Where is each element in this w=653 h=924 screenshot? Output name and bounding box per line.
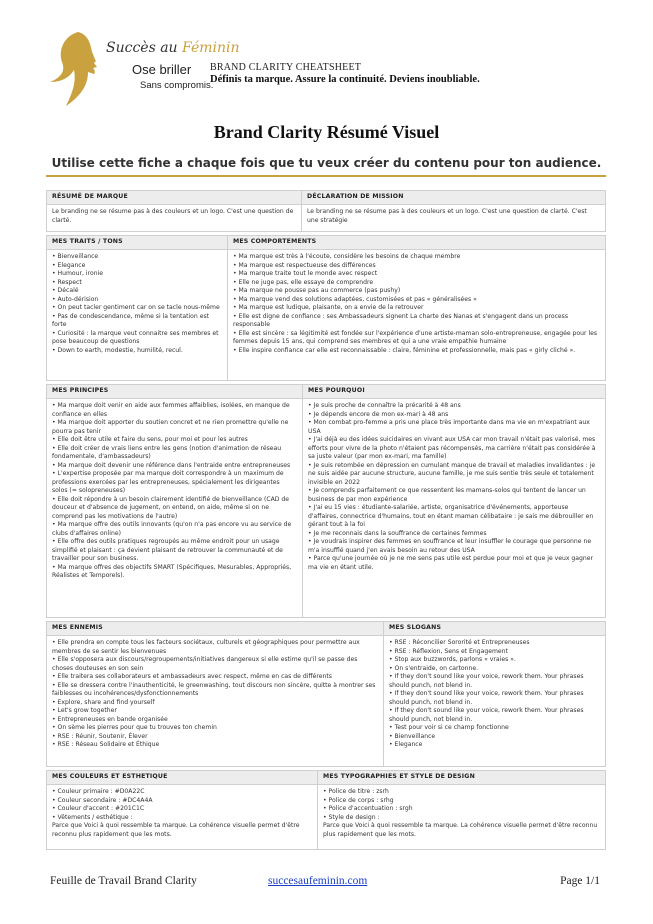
traits-heading: MES TRAITS / TONS — [47, 236, 227, 250]
list-item: • Ma marque est respectueuse des différences — [233, 262, 600, 271]
couleurs-heading: MES COULEURS ET ESTHETIQUE — [47, 771, 317, 785]
list-item: • J'ai eu 15 vies : étudiante-salariée, artiste, organisatrice d'événements, apporteuse d'affaires, connectrice d'humains, tout en étant maman célibataire : je sais me débrouiller en gérant tout à la foi — [308, 504, 600, 530]
list-item: • Je me reconnais dans la souffrance de certaines femmes — [308, 530, 600, 539]
list-item: • Je dépends encore de mon ex-mari à 48 ans — [308, 411, 600, 420]
list-item: • Ma marque traite tout le monde avec respect — [233, 270, 600, 279]
typo-heading: MES TYPOGRAPHIES ET STYLE DE DESIGN — [318, 771, 605, 785]
list-item: • Test pour voir si ce champ fonctionne — [389, 724, 600, 733]
woman-profile-logo-icon — [44, 28, 114, 110]
list-item: • On s'entraide, on cartonne. — [389, 665, 600, 674]
section-principes-pourquoi — [46, 384, 606, 618]
cheatsheet-tagline: Définis ta marque. Assure la continuité. Deviens inoubliable. — [210, 74, 480, 85]
principes-heading: MES PRINCIPES — [47, 385, 302, 399]
list-item: • Je suis proche de connaître la précarité à 48 ans — [308, 402, 600, 411]
list-item: • L'expertise proposée par ma marque doit correspondre à un maximum de professions exercées par les entrepreneuses, spécialement les dirigeantes solos (= solopreneuses) — [52, 470, 297, 496]
resume-heading: RÉSUMÉ DE MARQUE — [47, 191, 301, 205]
footer-website-link[interactable]: succesaufeminin.com — [268, 875, 368, 887]
list-item: • RSE : Réconcilier Sororité et Entrepreneuses — [389, 639, 600, 648]
list-item: • Elle doit répondre à un besoin clairement identifié de bienveillance (CAD de douceur et d'absence de jugement, on entend, on aide, même si on ne comprend pas les motivations de l'autre) — [52, 496, 297, 522]
brand-logo — [44, 28, 240, 110]
ennemis-heading: MES ENNEMIS — [47, 622, 383, 636]
section-resume-mission — [46, 190, 606, 232]
list-item: • Ma marque vend des solutions adaptées, customisées et pas « généralisées » — [233, 296, 600, 305]
list-item: • Elle ne juge pas, elle essaye de comprendre — [233, 279, 600, 288]
list-item: • Parce qu'une journée où je ne me sens pas utile est perdue pour moi et que je veux gagner ma vie en étant utile. — [308, 555, 600, 572]
list-item: • Elle s'opposera aux discours/regroupements/initiatives dangereux si elle estime qu'il se passe des choses douteuses en son sein — [52, 656, 378, 673]
couleurs-note: Parce que Voici à quoi ressemble ta marque. La cohérence visuelle permet d'être reconnu plus rapidement que les mots. — [52, 822, 300, 838]
list-item: • RSE : Réunir, Soutenir, Élever — [52, 733, 378, 742]
list-item: • Elle doit créer de vrais liens entre les gens (notion d'animation de réseau fondamentale, d'ambassadeurs) — [52, 445, 297, 462]
cheatsheet-label: BRAND CLARITY CHEATSHEET — [210, 62, 362, 73]
list-item: • Explore, share and find yourself — [52, 699, 378, 708]
page-number: Page 1/1 — [560, 875, 600, 887]
resume-column — [47, 191, 301, 231]
list-item: • Je voudrais inspirer des femmes en souffrance et leur insuffler le courage que personne ne m'a insufflé quand j'en avais besoin au retour des USA — [308, 538, 600, 555]
list-item: • Elle se dressera contre l'inauthenticité, le greenwashing, tout discours non sincère, quitte à montrer ses faiblesses ou incohérences/dysfonctionnements — [52, 682, 378, 699]
principes-column — [47, 385, 302, 617]
typo-note: Parce que Voici à quoi ressemble ta marque. La cohérence visuelle permet d'être reconnu plus rapidement que les mots. — [323, 822, 598, 838]
list-item: • Ma marque doit apporter du soutien concret et ne rien promettre qu'elle ne pourra pas tenir — [52, 419, 297, 436]
list-item: • On sème les pierres pour que tu trouves ton chemin — [52, 724, 378, 733]
list-item: • Police de titre : zsrh — [323, 788, 600, 797]
list-item: • Elle doit être utile et faire du sens, pour moi et pour les autres — [52, 436, 297, 445]
list-item: • Ma marque doit venir en aide aux femmes affaiblies, isolées, en manque de confiance en elles — [52, 402, 297, 419]
list-item: • Ma marque offre des outils innovants (qu'on n'a pas encore vu au service de clubs d'affaires online) — [52, 521, 297, 538]
traits-column — [47, 236, 227, 380]
list-item: • Stop aux buzzwords, parlons « vraies ». — [389, 656, 600, 665]
mission-column — [301, 191, 605, 231]
section-traits-comportements — [46, 235, 606, 381]
list-item: • Auto-dérision — [52, 296, 222, 305]
list-item: • On peut tacler gentiment car on se tacle nous-même — [52, 304, 222, 313]
list-item: • Elle inspire confiance car elle est reconnaissable : claire, féminine et professionnelle, mais pas « girly cliché ». — [233, 347, 600, 356]
list-item: • Elle est digne de confiance : ses Ambassadeurs signent La charte des Nanas et s'engagent dans un process responsable — [233, 313, 600, 330]
list-item: • Je comprends parfaitement ce que ressentent les mamans-solos qui tentent de lancer un business de par mon expérience — [308, 487, 600, 504]
list-item: • Elle prendra en compte tous les facteurs sociétaux, culturels et géographiques pour permettre aux membres de se sentir les bienvenues — [52, 639, 378, 656]
list-item: • RSE : Réseau Solidaire et Éthique — [52, 741, 378, 750]
list-item: • Ma marque est très à l'écoute, considère les besoins de chaque membre — [233, 253, 600, 262]
pourquoi-column — [302, 385, 605, 617]
list-item: • RSE : Réflexion, Sens et Engagement — [389, 648, 600, 657]
list-item: • Entrepreneuses en bande organisée — [52, 716, 378, 725]
ennemis-column — [47, 622, 383, 766]
list-item: • Ma marque doit devenir une référence dans l'entraide entre entrepreneuses — [52, 462, 297, 471]
slogans-column — [383, 622, 605, 766]
slogans-heading: MES SLOGANS — [384, 622, 605, 636]
list-item: • Elegance — [389, 741, 600, 750]
list-item: • Down to earth, modestie, humilité, recul. — [52, 347, 222, 356]
page-title: Brand Clarity Résumé Visuel — [213, 122, 440, 142]
list-item: • Mon combat pro-femme a pris une place très importante dans ma vie en m'expatriant aux USA — [308, 419, 600, 436]
list-item: • J'ai déjà eu des idées suicidaires en vivant aux USA car mon travail n'était pas valorisé, mes efforts pour vivre de la photo n'étaient pas récompensés, ma carrière n'était pas considérée à sa juste valeur (par mon ex-mari, ma famille) — [308, 436, 600, 462]
list-item: • Elle est sincère : sa légitimité est fondée sur l'expérience d'une artiste-maman solo-entrepreneuse, engagée pour les femmes depuis 15 ans, qui comprend ses membres et qui a une vraie empathie humaine — [233, 330, 600, 347]
comportements-column — [227, 236, 605, 380]
section-ennemis-slogans — [46, 621, 606, 767]
list-item: • Couleur d'accent : #201C1C — [52, 805, 312, 814]
list-item: • Bienveillance — [52, 253, 222, 262]
list-item: • Respect — [52, 279, 222, 288]
mission-text: Le branding ne se résume pas à des couleurs et un logo. C'est une question de clarté. C'est une stratégie — [307, 208, 587, 224]
list-item: • Elle traitera ses collaborateurs et ambassadeurs avec respect, même en cas de différents — [52, 673, 378, 682]
footer-title: Feuille de Travail Brand Clarity — [50, 875, 197, 887]
list-item: • Vêtements / esthétique : — [52, 814, 312, 823]
section-couleurs-typo — [46, 770, 606, 850]
list-item: • If they don't sound like your voice, rework them. Your phrases should punch, not blend in. — [389, 707, 600, 724]
list-item: • Pas de condescendance, même si la tentation est forte — [52, 313, 222, 330]
list-item: • Bienveillance — [389, 733, 600, 742]
mission-heading: DÉCLARATION DE MISSION — [302, 191, 605, 205]
couleurs-column — [47, 771, 317, 849]
list-item: • If they don't sound like your voice, rework them. Your phrases should punch, not blend in. — [389, 673, 600, 690]
resume-text: Le branding ne se résume pas à des couleurs et un logo. C'est une question de clarté. — [52, 208, 294, 224]
list-item: • Ma marque ne pousse pas au commerce (pas pushy) — [233, 287, 600, 296]
list-item: • Décalé — [52, 287, 222, 296]
list-item: • Couleur primaire : #D0A22C — [52, 788, 312, 797]
list-item: • Ma marque offres des objectifs SMART (Spécifiques, Mesurables, Appropriés, Réalistes et Temporels). — [52, 564, 297, 581]
list-item: • If they don't sound like your voice, rework them. Your phrases should punch, not blend in. — [389, 690, 600, 707]
list-item: • Police de corps : srhg — [323, 797, 600, 806]
list-item: • Couleur secondaire : #DC4A4A — [52, 797, 312, 806]
list-item: • Police d'accentuation : srgh — [323, 805, 600, 814]
list-item: • Curiosité : la marque veut connaitre ses membres et pose beaucoup de questions — [52, 330, 222, 347]
pourquoi-heading: MES POURQUOI — [303, 385, 605, 399]
comportements-heading: MES COMPORTEMENTS — [228, 236, 605, 250]
list-item: • Let's grow together — [52, 707, 378, 716]
list-item: • Humour, ironie — [52, 270, 222, 279]
logo-slogan-line1: Ose briller — [132, 62, 192, 77]
page-subtitle: Utilise cette fiche a chaque fois que tu veux créer du contenu pour ton audience. — [51, 156, 602, 170]
list-item: • Elle offre des outils pratiques regroupés au même endroit pour un usage simplifié et plaisant : ça devient plaisant de retrouver la communauté et de travailler pour son business. — [52, 538, 297, 564]
list-item: • Ma marque est ludique, plaisante, on a envie de la retrouver — [233, 304, 600, 313]
logo-wordmark: Succès au Féminin — [106, 40, 240, 56]
logo-slogan-line2: Sans compromis. — [140, 80, 214, 91]
list-item: • Je suis retombée en dépression en cumulant manque de travail et maladies invalidantes : je ne suis aidée par aucune structure, aucune famille, je me suis sentie très seule et totalement invisible en 2022 — [308, 462, 600, 488]
list-item: • Elegance — [52, 262, 222, 271]
gold-divider — [46, 175, 606, 177]
list-item: • Style de design : — [323, 814, 600, 823]
typo-column — [317, 771, 605, 849]
